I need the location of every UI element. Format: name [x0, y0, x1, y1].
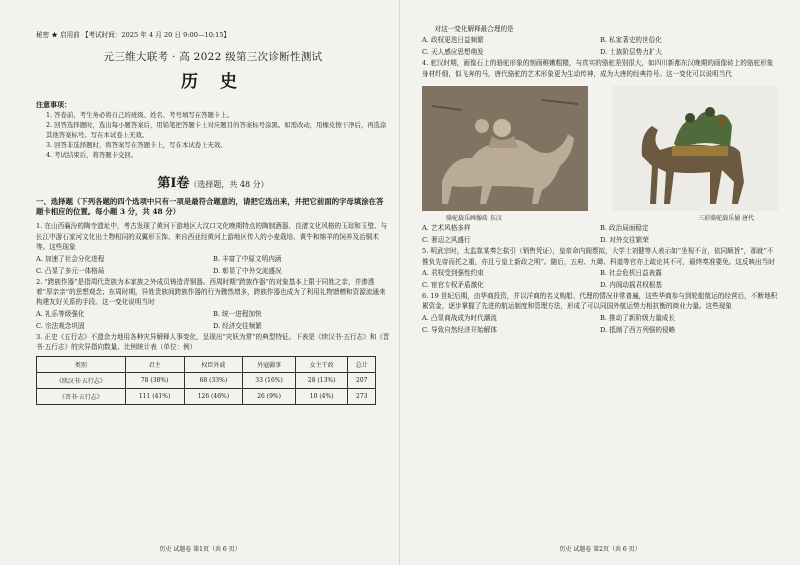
table-header: 女主干政: [295, 356, 348, 372]
han-camel-brick-image: [422, 86, 588, 211]
figure-caption: 三彩骆驼载乐俑 唐代: [698, 215, 754, 223]
option[interactable]: D. 经济交往频繁: [213, 321, 262, 330]
option[interactable]: C. 天人感应思想萌发: [422, 48, 484, 57]
subject-title: 历 史: [181, 72, 245, 93]
table-cell: 33 (16%): [243, 372, 296, 388]
notice-item: 2. 回答选择题时，选出每小题答案后，用铅笔把答题卡上对应题目的答案标号涂黑。如需改动，用橡皮擦干净后，再选涂其他答案标号。写在本试卷上无效。: [46, 121, 387, 140]
exam-title: 元三维大联考 · 高 2022 级第三次诊断性测试: [103, 51, 323, 64]
page-1-footer: 历史 试题卷 第1页（共 6 页）: [159, 546, 241, 553]
question-1-stem: 1. 在山西襄汾的陶寺遗址中，考古发现了黄河下游地区大汶口文化晚期特点的陶制酒器、良渚文化风格的玉琮和玉璧、与长江中游石家河文化出土物相同的双翼形玉饰、来自西亚经黄河上游地区传入的小麦栽培、黄牛和绵羊的饲养及冶铜术等。这些现象: [36, 222, 388, 252]
table-cell: 207: [348, 372, 376, 388]
question-5-options: [422, 267, 778, 291]
table-cell: 126 (46%): [184, 388, 243, 404]
notice-item: 1. 答卷前，考生务必将自己的班级、姓名、考号填写在答题卡上。: [46, 111, 234, 120]
page-2-footer: 历史 试题卷 第2页（共 6 页）: [559, 546, 641, 553]
table-header: 总计: [348, 356, 376, 372]
question-1-options: [36, 253, 390, 277]
option[interactable]: D. 对外交往繁荣: [600, 236, 649, 245]
figure-caption: 骆驼载乐画像砖 东汉: [446, 215, 502, 223]
table-header: 君主: [125, 356, 184, 372]
option[interactable]: B. 政治局面稳定: [600, 224, 649, 233]
table-cell: 《续汉书·五行志》: [37, 372, 126, 388]
option[interactable]: A. 凸显商战成为时代潮流: [422, 313, 497, 322]
option[interactable]: A. 君权受到强性约束: [422, 269, 484, 278]
question-4-options: [422, 222, 778, 246]
section-instructions: 一、选择题（下列各题的四个选项中只有一项是最符合题意的，请把它选出来，并把它前面的字母填涂在答题卡相应的位置。每小题 3 分，共 48 分）: [36, 197, 384, 217]
tang-camel-figurine-image: [612, 86, 778, 211]
option[interactable]: D. 内阁动摇君权根基: [600, 281, 662, 290]
figure-captions: [422, 213, 778, 222]
option[interactable]: B. 私家著史的世俗化: [600, 36, 662, 45]
option[interactable]: A. 礼乐等级强化: [36, 309, 85, 318]
option[interactable]: D. 彰显了中外交流盛况: [213, 266, 282, 275]
option[interactable]: C. 导致自然经济开始解体: [422, 325, 497, 334]
table-cell: 111 (41%): [125, 388, 184, 404]
question-6-options: [422, 312, 778, 336]
camel-figurine-icon: [612, 86, 778, 211]
question-2-stem: 2. “跨族作器”是指周代贵族为本家族之外成员铸造青铜器。西周时期“跨族作器”的对象基本上限于同姓之亲，并渗透着“厚亲亲”的思想观念；东周时期，异姓贵族间跨族作器的行为骤然增多，跨族作器也成为了利用礼物馈赠和资源流通来构建友好关系的手段。这一变化说明当时: [36, 277, 386, 307]
table-cell: 68 (33%): [184, 372, 243, 388]
question-4-stem: 4. 驼汉时期，画像石上的骆驼形象的刻画稚嫩粗糙，与真实的骆驼差别很大，如四川新都东汉晚期的画像砖上的骆驼形象身材纤细，似飞奔的马，唐代骆驼的艺术形象更为生动传神，成为大唐的经典符号。这一变化可以说明当代: [422, 59, 774, 78]
table-cell: 10 (4%): [295, 388, 348, 404]
option[interactable]: A. 艺术风格多样: [422, 224, 471, 233]
table-cell: 28 (13%): [295, 372, 348, 388]
table-header: 权臣外戚: [184, 356, 243, 372]
notice-item: 3. 回答非选择题时，将答案写在答题卡上，写在本试卷上无效。: [46, 141, 227, 150]
option[interactable]: B. 推动了新阶级力量成长: [600, 313, 675, 322]
question-6-stem: 6. 19 世纪后期，由华商投资，并以洋商的名义购船、代理的情况非常普遍，这些华商参与到轮船航运的经营后，不断地积累资金，逐步掌握了先进的航运制度和管理方法，形成了可以同国外航运势力相抗衡的商业力量。这些现象: [422, 292, 778, 311]
question-4-figures: [422, 86, 778, 211]
notice-heading: 注意事项：: [36, 100, 71, 110]
part-title: 第Ⅰ卷: [157, 176, 190, 192]
table-cell: 78 (38%): [125, 372, 184, 388]
part-subtitle: （选择题，共 48 分）: [189, 180, 269, 190]
question-2-options: [36, 308, 390, 332]
question-3-stem: 3. 正史《五行志》不遗余力地用各种灾异解释人事变化，呈现出“灾妖为常”的典型特征。下表是《续汉书·五行志》和《晋书·五行志》的灾异指向数量、比例统计表（单位：例）: [36, 332, 390, 352]
option[interactable]: A. 加速了社会分化进程: [36, 254, 105, 263]
table-cell: 26 (9%): [243, 388, 296, 404]
table-row: [37, 388, 376, 404]
option[interactable]: B. 统一进程加快: [213, 309, 262, 318]
notice-item: 4. 考试结束后，将答题卡交回。: [46, 151, 138, 160]
page-2: [400, 0, 800, 565]
option[interactable]: C. 凸显了多元一体格局: [36, 266, 105, 275]
table-cell: 《晋书·五行志》: [37, 388, 126, 404]
question-3-options: [422, 34, 778, 58]
camel-relief-icon: [422, 86, 588, 211]
table-header-row: [37, 356, 376, 372]
option[interactable]: C. 奢迈之风盛行: [422, 236, 471, 245]
table-row: [37, 372, 376, 388]
question-5-stem: 5. 明武宗时，太监崔某奏乞盐引（销售凭证），皇帝命内阁票拟，大学士刘健等人表示如“坐视不言，依同顺旨”，那就“不惟负先帝而托之重，亦且亏皇上新政之明”。随后，五府、九卿、科道等官亦上疏论其不可，最终奏准要免。这反映出当时: [422, 247, 775, 266]
option[interactable]: C. 宦官专权矛盾激化: [422, 281, 484, 290]
option[interactable]: D. 士族阶层势力扩大: [600, 48, 662, 57]
table-cell: 273: [348, 388, 376, 404]
option[interactable]: B. 社会危机日益表露: [600, 269, 662, 278]
option[interactable]: D. 抵制了西方列强的侵略: [600, 325, 676, 334]
confidential-header: 秘密 ★ 启用前 【考试时间：2025 年 4 月 20 日 9:00—10:15】: [36, 31, 231, 39]
option[interactable]: A. 政权更迭日益频繁: [422, 36, 484, 45]
table-header: 外寇疆事: [243, 356, 296, 372]
part-heading: [36, 172, 390, 191]
table-header: 类别: [37, 356, 126, 372]
option[interactable]: B. 丰富了中原文明内涵: [213, 254, 282, 263]
question-3-tail: 对这一变化解释最合理的是: [434, 25, 514, 33]
option[interactable]: C. 宗法观念巩固: [36, 321, 85, 330]
disaster-stats-table: [36, 356, 376, 405]
